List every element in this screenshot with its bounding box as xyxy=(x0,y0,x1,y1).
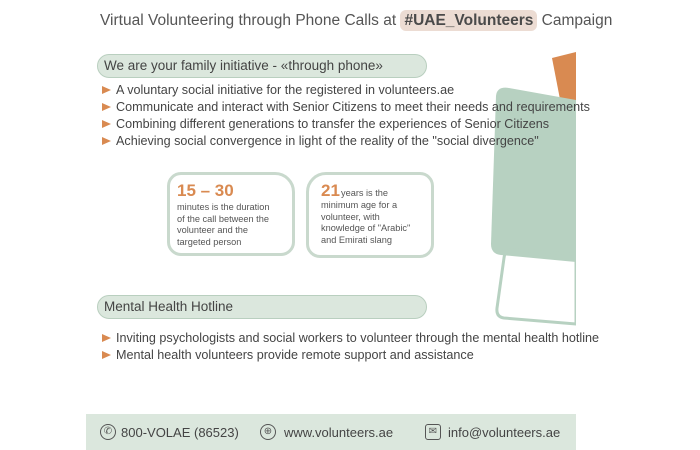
stat-age-value: 21 xyxy=(321,181,340,200)
footer-phone[interactable]: 800-VOLAE (86523) xyxy=(121,425,239,440)
section1-bullet-2: Communicate and interact with Senior Citizens to meet their needs and requirements xyxy=(116,100,590,114)
section2-bullet-2: Mental health volunteers provide remote support and assistance xyxy=(116,348,474,362)
section1-bullet-3: Combining different generations to transfer the experiences of Senior Citizens xyxy=(116,117,550,131)
section1-bullet-1: A voluntary social initiative for the registered in volunteers.ae xyxy=(116,83,455,97)
stat-age-lead: years is the xyxy=(341,188,388,198)
phone-icon: ✆ xyxy=(100,424,116,440)
page-title xyxy=(100,12,612,30)
section2-header-label: Mental Health Hotline xyxy=(104,299,234,314)
title-hashtag: #UAE_Volunteers xyxy=(400,10,537,31)
bullet-marker xyxy=(102,86,111,94)
outline-shape xyxy=(497,250,576,324)
mail-icon: ✉ xyxy=(425,424,441,440)
bullet-marker xyxy=(102,120,111,128)
footer-website[interactable]: www.volunteers.ae xyxy=(284,425,394,440)
section2-bullet-1: Inviting psychologists and social workers to volunteer through the mental health hotline xyxy=(116,331,600,345)
bullet-marker xyxy=(102,137,111,145)
bullet-marker xyxy=(102,103,111,111)
stat-duration-text: minutes is the duration of the call between the volunteer and the targeted person xyxy=(177,202,270,247)
stat-duration-value: 15 – 30 xyxy=(177,181,234,200)
bullet-marker xyxy=(102,351,111,359)
section1-bullet-4: Achieving social convergence in light of the reality of the "social divergence" xyxy=(116,134,539,148)
title-suffix: Campaign xyxy=(537,12,613,29)
globe-icon: ⊕ xyxy=(260,424,276,440)
bullet-marker xyxy=(102,334,111,342)
title-prefix: Virtual Volunteering through Phone Calls at xyxy=(100,12,401,29)
section1-header-label: We are your family initiative - «through phone» xyxy=(104,58,383,73)
footer-email[interactable]: info@volunteers.ae xyxy=(448,425,561,440)
stat-age-text: minimum age for a volunteer, with knowledge of "Arabic" and Emirati slang xyxy=(321,200,411,245)
